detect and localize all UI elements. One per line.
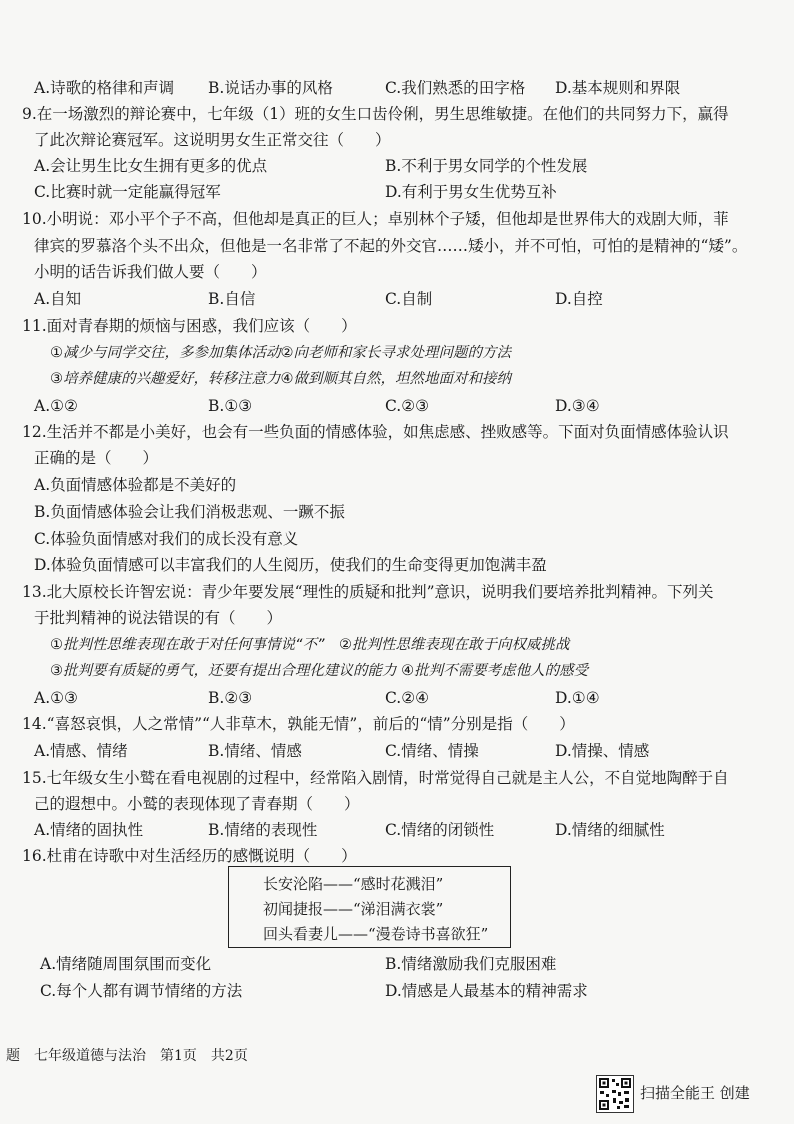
q11-stem: 11.面对青春期的烦恼与困惑，我们应该（ ）	[22, 317, 357, 335]
q10-stem-line1: 10.小明说：邓小平个子不高，但他却是真正的巨人；卓别林个子矮，但他却是世界伟大的戏剧大师，菲	[22, 210, 729, 228]
q13-option-c: C.②④	[385, 689, 430, 707]
q13-option-d: D.①④	[555, 689, 600, 707]
q10-option-a: A.自知	[34, 290, 82, 308]
q10-stem-line3: 小明的话告诉我们做人要（ ）	[34, 263, 267, 281]
q9-option-c: C.比赛时就一定能赢得冠军	[34, 183, 221, 201]
poem-line-3: 回头看妻儿——“漫卷诗书喜欲狂”	[263, 925, 489, 943]
q15-option-c: C.情绪的闭锁性	[385, 821, 495, 839]
q16-stem: 16.杜甫在诗歌中对生活经历的感慨说明（ ）	[22, 847, 357, 865]
q11-option-b: B.①③	[208, 397, 253, 415]
q9-stem-line1: 9.在一场激烈的辩论赛中，七年级（1）班的女生口齿伶俐，男生思维敏捷。在他们的共同努力下，赢得	[22, 105, 729, 123]
q8-option-c: C.我们熟悉的田字格	[385, 79, 526, 97]
q14-option-c: C.情绪、情操	[385, 742, 479, 760]
q12-stem-line2: 正确的是（ ）	[34, 449, 159, 467]
q15-option-d: D.情绪的细腻性	[555, 821, 665, 839]
q16-option-c: C.每个人都有调节情绪的方法	[40, 982, 243, 1000]
q10-option-d: D.自控	[555, 290, 603, 308]
poem-line-2: 初闻捷报——“涕泪满衣裳”	[263, 900, 444, 918]
q11-option-c: C.②③	[385, 397, 430, 415]
q9-option-b: B.不利于男女同学的个性发展	[385, 157, 588, 175]
qr-code-icon	[596, 1075, 634, 1113]
q16-option-b: B.情绪激励我们克服困难	[385, 955, 557, 973]
q9-option-d: D.有利于男女生优势互补	[385, 183, 557, 201]
q16-option-d: D.情感是人最基本的精神需求	[385, 982, 588, 1000]
page-footer: 题 七年级道德与法治 第1页 共2页	[6, 1048, 248, 1064]
q14-stem: 14.“喜怒哀惧，人之常情”“人非草木，孰能无情”，前后的“情”分别是指（ ）	[22, 715, 575, 733]
q13-stem-line1: 13.北大原校长许智宏说：青少年要发展“理性的质疑和批判”意识，说明我们要培养批判精神。下列关	[22, 583, 714, 601]
q16-option-a: A.情绪随周围氛围而变化	[40, 955, 212, 973]
q11-statement-1-2: ①减少与同学交往，多参加集体活动②向老师和家长寻求处理问题的方法	[50, 345, 511, 361]
q8-option-a: A.诗歌的格律和声调	[34, 79, 175, 97]
q13-statement-3-4: ③批判要有质疑的勇气，还要有提出合理化建议的能力 ④批判不需要考虑他人的感受	[50, 663, 589, 679]
q15-option-b: B.情绪的表现性	[208, 821, 318, 839]
q10-stem-line2: 律宾的罗慕洛个头不出众，但他是一名非常了不起的外交官……矮小，并不可怕，可怕的是精神的“矮”。	[34, 237, 748, 255]
q11-option-a: A.①②	[34, 397, 78, 415]
q10-option-c: C.自制	[385, 290, 433, 308]
q12-option-a: A.负面情感体验都是不美好的	[34, 476, 237, 494]
q12-option-d: D.体验负面情感可以丰富我们的人生阅历，使我们的生命变得更加饱满丰盈	[34, 556, 547, 574]
q8-option-d: D.基本规则和界限	[555, 79, 681, 97]
q15-stem-line1: 15.七年级女生小鹫在看电视剧的过程中，经常陷入剧情，时常觉得自己就是主人公，不自觉地陶醉于自	[22, 769, 729, 787]
scanner-watermark: 扫描全能王 创建	[640, 1084, 750, 1102]
q13-option-a: A.①③	[34, 689, 78, 707]
q14-option-b: B.情绪、情感	[208, 742, 302, 760]
q12-option-b: B.负面情感体验会让我们消极悲观、一蹶不振	[34, 503, 345, 521]
q14-option-d: D.情操、情感	[555, 742, 650, 760]
q13-stem-line2: 于批判精神的说法错误的有（ ）	[34, 609, 283, 627]
q12-option-c: C.体验负面情感对我们的成长没有意义	[34, 530, 299, 548]
q13-statement-1-2: ①批判性思维表现在敢于对任何事情说“不” ②批判性思维表现在敢于向权威挑战	[50, 637, 570, 653]
q9-stem-line2: 了此次辩论赛冠军。这说明男女生正常交往（ ）	[34, 131, 391, 149]
q15-stem-line2: 己的遐想中。小鹫的表现体现了青春期（ ）	[34, 795, 360, 813]
q14-option-a: A.情感、情绪	[34, 742, 128, 760]
q12-stem-line1: 12.生活并不都是小美好，也会有一些负面的情感体验，如焦虑感、挫败感等。下面对负面情感体验认识	[22, 423, 729, 441]
poem-box	[228, 866, 511, 948]
q11-option-d: D.③④	[555, 397, 600, 415]
q11-statement-3-4: ③培养健康的兴趣爱好，转移注意力④做到顺其自然，坦然地面对和接纳	[50, 371, 511, 387]
q15-option-a: A.情绪的固执性	[34, 821, 144, 839]
q9-option-a: A.会让男生比女生拥有更多的优点	[34, 157, 268, 175]
q10-option-b: B.自信	[208, 290, 256, 308]
poem-line-1: 长安沦陷——“感时花溅泪”	[263, 875, 444, 893]
q13-option-b: B.②③	[208, 689, 253, 707]
q8-option-b: B.说话办事的风格	[208, 79, 333, 97]
